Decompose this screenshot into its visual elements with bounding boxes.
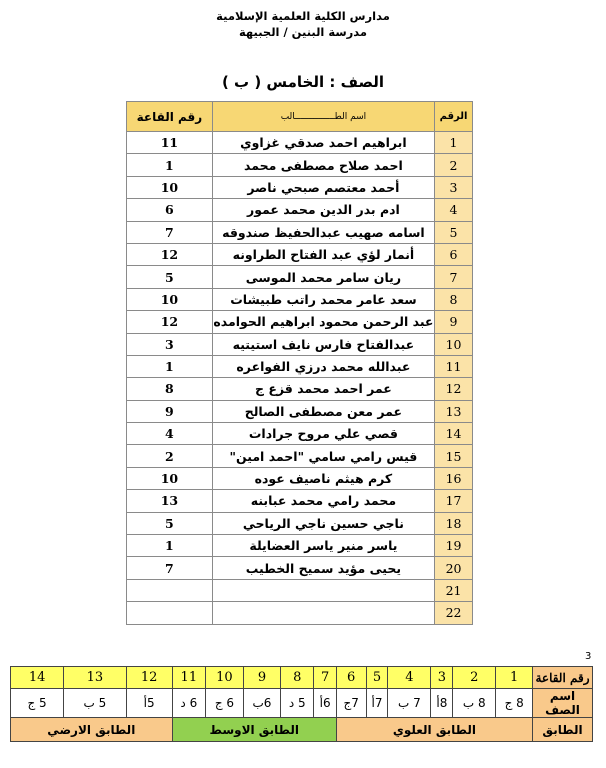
room-cell: 3 — [431, 667, 453, 689]
room-number — [127, 579, 213, 601]
row-number: 2 — [435, 154, 473, 176]
class-cell: 6ب — [243, 689, 280, 718]
table-row — [127, 579, 473, 601]
student-name: أنمار لؤي عبد الفتاح الطراونه — [212, 243, 434, 265]
student-name: محمد رامي محمد عبابنه — [212, 490, 434, 512]
room-number: 1 — [127, 154, 213, 176]
room-number — [127, 602, 213, 624]
room-cell: 4 — [388, 667, 431, 689]
room-number: 2 — [127, 445, 213, 467]
rooms-allocation-table — [10, 666, 593, 742]
room-cell: 14 — [11, 667, 64, 689]
table-row — [127, 400, 473, 422]
class-cell: 5 ب — [64, 689, 126, 718]
table-row — [127, 199, 473, 221]
floor-middle: الطابق الاوسط — [172, 718, 336, 742]
room-number: 9 — [127, 400, 213, 422]
class-name-label: اسم الصف — [533, 689, 593, 718]
row-number: 4 — [435, 199, 473, 221]
room-number: 12 — [127, 243, 213, 265]
table-row — [127, 311, 473, 333]
table-row — [127, 467, 473, 489]
student-name: اسامه صهيب عبدالحفيظ صندوقه — [212, 221, 434, 243]
roster-header-row — [127, 102, 473, 132]
student-name: عبدالله محمد درزي الفواعره — [212, 355, 434, 377]
student-name — [212, 602, 434, 624]
class-cell: 6 د — [172, 689, 205, 718]
room-cell: 9 — [243, 667, 280, 689]
room-number: 5 — [127, 512, 213, 534]
student-name: كرم هيثم ناصيف عوده — [212, 467, 434, 489]
row-number: 5 — [435, 221, 473, 243]
room-number: 7 — [127, 557, 213, 579]
class-title: الصف : الخامس ( ب ) — [221, 73, 385, 91]
row-number: 16 — [435, 467, 473, 489]
class-cell: 5 ج — [11, 689, 64, 718]
room-number: 7 — [127, 221, 213, 243]
student-name: ريان سامر محمد الموسى — [212, 266, 434, 288]
table-row — [127, 243, 473, 265]
room-cell: 8 — [281, 667, 314, 689]
student-name: أحمد معتصم صبحي ناصر — [212, 176, 434, 198]
row-number: 13 — [435, 400, 473, 422]
student-name: عبد الرحمن محمود ابراهيم الحوامده — [212, 311, 434, 333]
page-header — [0, 8, 606, 40]
room-number-row — [11, 667, 593, 689]
room-number: 5 — [127, 266, 213, 288]
row-number: 8 — [435, 288, 473, 310]
table-row — [127, 512, 473, 534]
col-header-number: الرقم — [435, 102, 473, 132]
class-cell: 8أ — [431, 689, 453, 718]
table-row — [127, 333, 473, 355]
row-number: 11 — [435, 355, 473, 377]
room-number: 6 — [127, 199, 213, 221]
row-number: 15 — [435, 445, 473, 467]
class-cell: 8 ج — [496, 689, 533, 718]
student-name: عمر معن مصطفى الصالح — [212, 400, 434, 422]
row-number: 12 — [435, 378, 473, 400]
class-cell: 6 ج — [206, 689, 244, 718]
floor-ground: الطابق الارضي — [11, 718, 173, 742]
row-number: 17 — [435, 490, 473, 512]
room-cell: 13 — [64, 667, 126, 689]
student-name: عمر احمد محمد قزع ج — [212, 378, 434, 400]
class-cell: 7ج — [336, 689, 366, 718]
room-number: 4 — [127, 423, 213, 445]
school-group-title: مدارس الكلية العلمية الإسلامية — [216, 9, 390, 23]
room-cell: 12 — [126, 667, 172, 689]
room-number-label: رقم القاعة — [533, 667, 593, 689]
row-number: 20 — [435, 557, 473, 579]
class-cell: 7أ — [366, 689, 388, 718]
student-name: قيس رامي سامي "احمد امين" — [212, 445, 434, 467]
floor-row — [11, 718, 593, 742]
row-number: 6 — [435, 243, 473, 265]
table-row — [127, 266, 473, 288]
room-cell: 10 — [206, 667, 244, 689]
col-header-room-number: رقم القاعة — [127, 102, 213, 132]
room-cell: 5 — [366, 667, 388, 689]
room-number: 8 — [127, 378, 213, 400]
student-name — [212, 579, 434, 601]
student-name: سعد عامر محمد راتب طبيشات — [212, 288, 434, 310]
room-cell: 11 — [172, 667, 205, 689]
student-name: ادم بدر الدين محمد عمور — [212, 199, 434, 221]
table-row — [127, 602, 473, 624]
room-number: 1 — [127, 355, 213, 377]
room-cell: 7 — [314, 667, 336, 689]
floor-upper: الطابق العلوي — [336, 718, 532, 742]
student-name: قصي علي مروح جرادات — [212, 423, 434, 445]
row-number: 3 — [435, 176, 473, 198]
room-number: 10 — [127, 467, 213, 489]
row-number: 22 — [435, 602, 473, 624]
row-number: 9 — [435, 311, 473, 333]
table-row — [127, 490, 473, 512]
room-number: 11 — [127, 132, 213, 154]
page-number: 3 — [585, 651, 592, 662]
student-name: ناجي حسين ناجي الرياحي — [212, 512, 434, 534]
table-row — [127, 132, 473, 154]
room-number: 13 — [127, 490, 213, 512]
row-number: 1 — [435, 132, 473, 154]
class-cell: 8 ب — [453, 689, 496, 718]
student-name: ابراهيم احمد صدقي غزاوي — [212, 132, 434, 154]
table-row — [127, 288, 473, 310]
roster-body — [127, 132, 473, 625]
row-number: 19 — [435, 535, 473, 557]
room-number: 3 — [127, 333, 213, 355]
table-row — [127, 378, 473, 400]
room-cell: 2 — [453, 667, 496, 689]
room-cell: 6 — [336, 667, 366, 689]
class-cell: 5 د — [281, 689, 314, 718]
room-number: 10 — [127, 176, 213, 198]
row-number: 7 — [435, 266, 473, 288]
table-row — [127, 535, 473, 557]
table-row — [127, 176, 473, 198]
student-roster-table — [126, 101, 473, 625]
room-cell: 1 — [496, 667, 533, 689]
table-row — [127, 423, 473, 445]
table-row — [127, 221, 473, 243]
class-cell: 6أ — [314, 689, 336, 718]
row-number: 18 — [435, 512, 473, 534]
class-name-row — [11, 689, 593, 718]
table-row — [127, 445, 473, 467]
class-cell: 7 ب — [388, 689, 431, 718]
table-row — [127, 557, 473, 579]
student-name: احمد صلاح مصطفى محمد — [212, 154, 434, 176]
col-header-student-name: اسم الطـــــــــــــــالب — [212, 102, 434, 132]
row-number: 14 — [435, 423, 473, 445]
row-number: 10 — [435, 333, 473, 355]
school-name: مدرسة البنين / الجبيهة — [238, 25, 368, 39]
class-cell: 5أ — [126, 689, 172, 718]
row-number: 21 — [435, 579, 473, 601]
room-number: 1 — [127, 535, 213, 557]
room-number: 10 — [127, 288, 213, 310]
student-name: يحيى مؤيد سميح الخطيب — [212, 557, 434, 579]
table-row — [127, 154, 473, 176]
student-name: ياسر منير ياسر العضايلة — [212, 535, 434, 557]
student-name: عبدالفتاح فارس نايف استيتيه — [212, 333, 434, 355]
table-row — [127, 355, 473, 377]
room-number: 12 — [127, 311, 213, 333]
floor-label: الطابق — [533, 718, 593, 742]
